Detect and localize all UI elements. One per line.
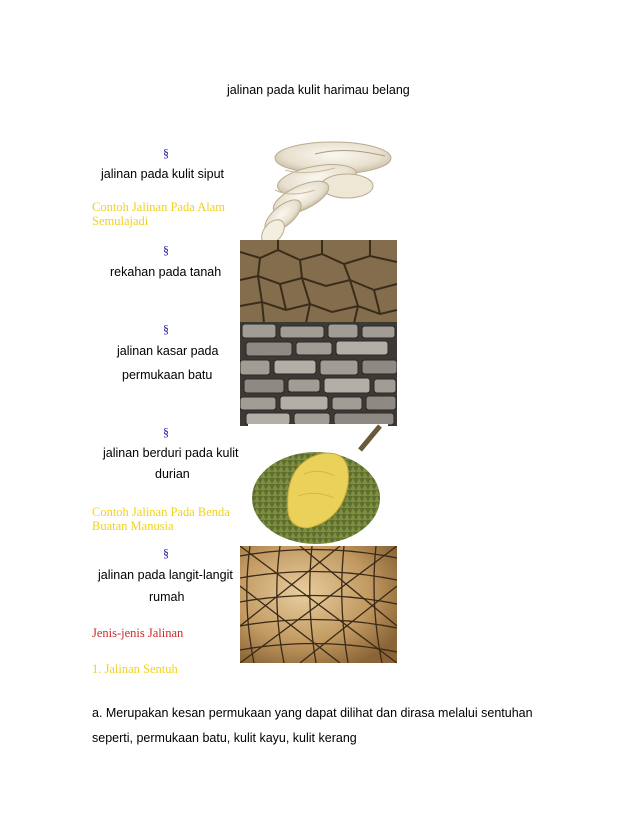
heading-natural-line-1: Contoh Jalinan Pada Alam <box>92 200 225 214</box>
paragraph-line-2: seperti, permukaan batu, kulit kayu, kulit kerang <box>92 731 357 745</box>
heading-natural-line-2: Semulajadi <box>92 214 149 228</box>
caption-durian-line-2: durian <box>155 467 190 481</box>
heading-manmade-line-2: Buatan Manusia <box>92 519 174 533</box>
caption-soil: rekahan pada tanah <box>110 265 222 279</box>
heading-manmade-line-1: Contoh Jalinan Pada Benda <box>92 505 230 519</box>
caption-shell: jalinan pada kulit siput <box>101 167 224 181</box>
caption-ceiling-line-2: rumah <box>149 590 185 604</box>
bullet-1: § <box>163 146 169 160</box>
heading-touch: 1. Jalinan Sentuh <box>92 662 178 676</box>
caption-durian-line-1: jalinan berduri pada kulit <box>103 446 239 460</box>
stone-wall-image <box>240 322 397 426</box>
bullet-4: § <box>163 425 169 439</box>
caption-ceiling-line-1: jalinan pada langit-langit <box>98 568 233 582</box>
page-title: jalinan pada kulit harimau belang <box>227 83 410 97</box>
durian-image <box>248 424 388 546</box>
bullet-5: § <box>163 546 169 560</box>
ceiling-image <box>240 546 397 663</box>
bullet-2: § <box>163 243 169 257</box>
cracked-soil-image <box>240 240 397 323</box>
heading-natural <box>92 200 225 228</box>
bullet-3: § <box>163 322 169 336</box>
caption-stone-line-1: jalinan kasar pada <box>117 344 219 358</box>
heading-manmade <box>92 505 230 533</box>
heading-types: Jenis-jenis Jalinan <box>92 626 184 640</box>
caption-stone-line-2: permukaan batu <box>122 368 213 382</box>
shell-image <box>255 140 397 244</box>
paragraph-line-1: a. Merupakan kesan permukaan yang dapat dilihat dan dirasa melalui sentuhan <box>92 706 533 720</box>
